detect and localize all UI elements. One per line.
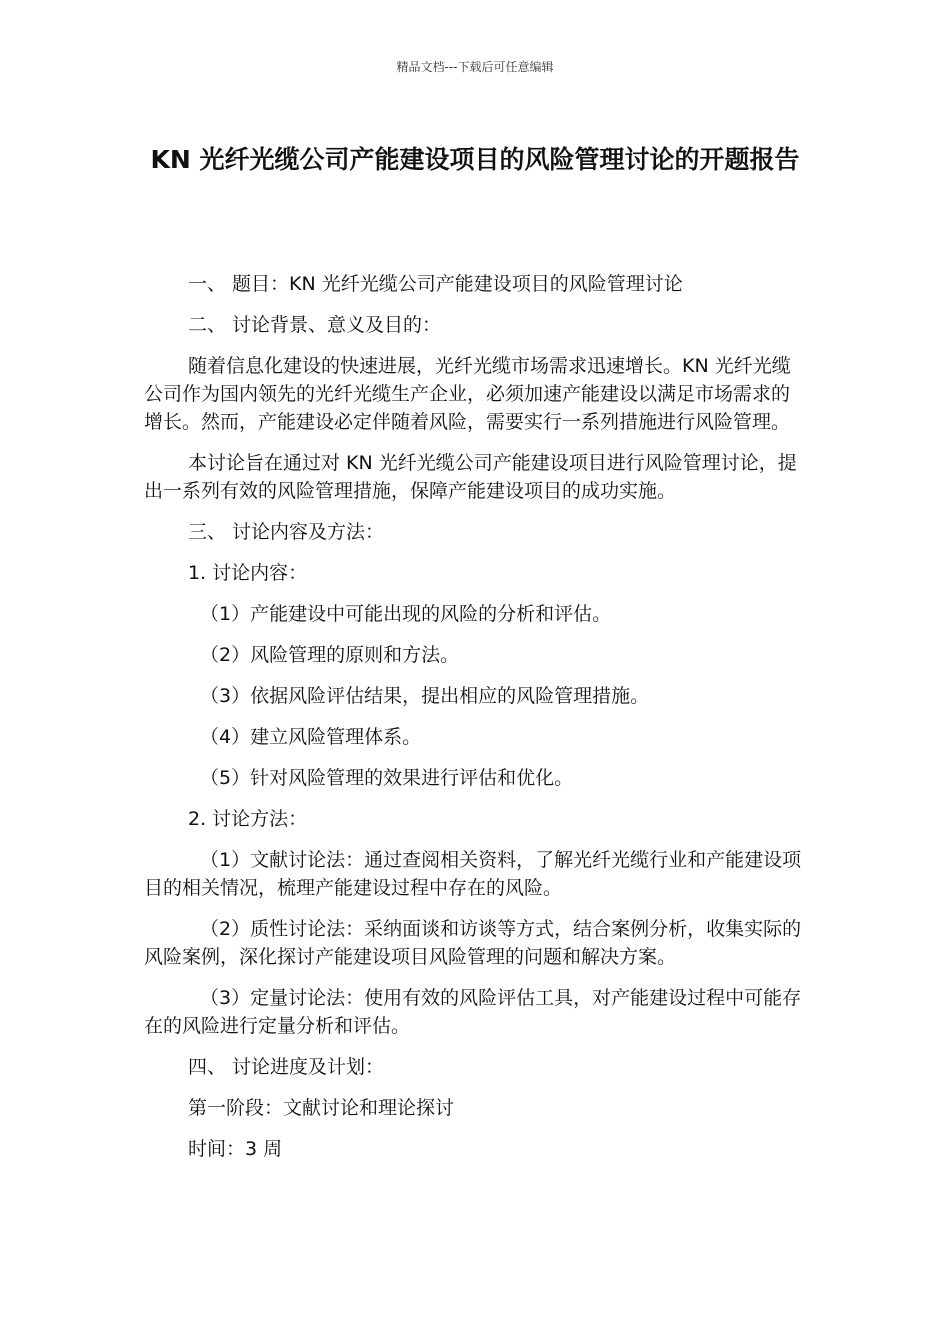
document-title: KN 光纤光缆公司产能建设项目的风险管理讨论的开题报告 [150,145,800,174]
content-item-5: （5）针对风险管理的效果进行评估和优化。 [200,767,574,789]
method-subheading: 2. 讨论方法： [188,808,308,830]
section-1-heading: 一、 题目：KN 光纤光缆公司产能建设项目的风险管理讨论 [188,273,683,295]
content-item-2: （2）风险管理的原则和方法。 [200,644,460,666]
page-header-note: 精品文档---下载后可任意编辑 [396,60,554,74]
section-4-heading: 四、 讨论进度及计划： [188,1056,385,1078]
background-paragraph: 随着信息化建设的快速进展，光纤光缆市场需求迅速增长。KN 光纤光缆公司作为国内领先的光纤光缆生产企业，必须加速产能建设以满足市场需求的增长。然而，产能建设必定伴随着风险，需要实行一系列措施进行风险管理。 [144,355,791,433]
content-item-3: （3）依据风险评估结果，提出相应的风险管理措施。 [200,685,650,707]
phase-1-title: 第一阶段：文献讨论和理论探讨 [188,1097,455,1119]
method-item-1: （1）文献讨论法：通过查阅相关资料，了解光纤光缆行业和产能建设项目的相关情况，梳理产能建设过程中存在的风险。 [144,849,802,899]
section-3-heading: 三、 讨论内容及方法： [188,521,385,543]
method-item-3: （3）定量讨论法：使用有效的风险评估工具，对产能建设过程中可能存在的风险进行定量分析和评估。 [144,987,802,1037]
document-body [144,270,806,1176]
content-item-4: （4）建立风险管理体系。 [200,726,422,748]
method-item-2: （2）质性讨论法：采纳面谈和访谈等方式，结合案例分析，收集实际的风险案例，深化探讨产能建设项目风险管理的问题和解决方案。 [144,918,802,968]
content-item-1: （1）产能建设中可能出现的风险的分析和评估。 [200,603,612,625]
phase-1-duration: 时间：3 周 [188,1138,283,1160]
section-2-heading: 二、 讨论背景、意义及目的： [188,314,442,336]
content-subheading: 1. 讨论内容： [188,562,308,584]
purpose-paragraph: 本讨论旨在通过对 KN 光纤光缆公司产能建设项目进行风险管理讨论，提出一系列有效的风险管理措施，保障产能建设项目的成功实施。 [144,452,797,502]
